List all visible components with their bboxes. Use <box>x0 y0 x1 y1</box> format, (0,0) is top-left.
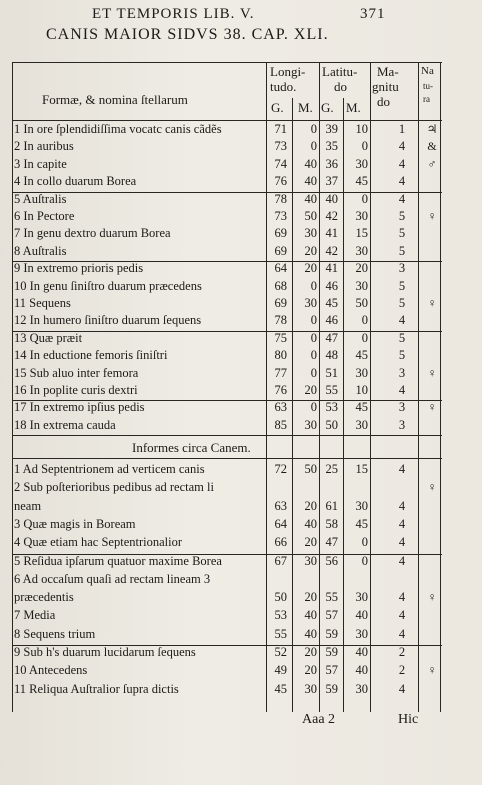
magnitude: 4 <box>398 608 406 623</box>
star-name: 3 In capite <box>14 156 67 171</box>
star-name: 11 Sequens <box>14 296 71 310</box>
star-name: 15 Sub aluo inter femora <box>14 365 139 380</box>
table-row <box>12 331 442 346</box>
page-number: 371 <box>360 6 386 22</box>
longitude-degrees: 66 <box>274 535 287 550</box>
catchword: Hic <box>398 712 419 727</box>
longitude-minutes: 20 <box>304 383 317 397</box>
formae-header: Formæ, & nomina ſtellarum <box>42 92 188 107</box>
latitude-degrees: 56 <box>325 553 338 568</box>
table-row <box>12 244 442 259</box>
star-name: 12 In humero ſiniſtro duarum ſequens <box>14 313 202 328</box>
table-row <box>12 226 442 241</box>
natura-header-3: ra <box>423 94 430 104</box>
latitude-degrees: 51 <box>325 365 338 380</box>
longitude-degrees: 78 <box>274 191 287 206</box>
longitude-degrees: 63 <box>274 498 287 513</box>
longitude-minutes: 20 <box>304 535 317 550</box>
latitude-minutes: 30 <box>355 278 368 293</box>
latitude-degrees: 53 <box>325 400 338 415</box>
longitude-degrees: 73 <box>274 139 287 154</box>
table-row <box>12 313 442 328</box>
magnitude: 5 <box>398 278 406 293</box>
longitude-degrees: 53 <box>274 608 287 623</box>
latitude-degrees: 59 <box>325 681 338 696</box>
table-row <box>12 572 442 587</box>
table-row <box>12 499 442 514</box>
magnitude: 5 <box>398 296 406 310</box>
longitude-degrees: 69 <box>274 296 287 310</box>
table-row <box>12 418 442 433</box>
star-name: 6 Ad occaſum quaſi ad rectam lineam 3 <box>14 571 211 586</box>
magnitude: 5 <box>398 330 406 345</box>
star-table <box>12 62 442 712</box>
latitude-minutes: 40 <box>355 663 368 678</box>
latitude-minutes: 30 <box>355 417 368 432</box>
latitude-degrees: 47 <box>325 535 338 550</box>
latitude-minutes: 45 <box>355 400 368 415</box>
section-rule <box>12 435 442 436</box>
group-rule <box>12 645 442 646</box>
longitude-degrees: 49 <box>274 663 287 678</box>
latitude-minutes: 30 <box>355 590 368 605</box>
nature-symbol: ♀ <box>427 590 437 605</box>
latitude-minutes: 30 <box>355 365 368 380</box>
latitude-minutes: 15 <box>355 226 368 241</box>
longitude-minutes: 30 <box>304 681 317 696</box>
longitudo-header: Longi- <box>270 64 306 79</box>
latitude-degrees: 42 <box>325 243 338 258</box>
longitude-minutes: 40 <box>304 174 317 189</box>
latitude-degrees: 50 <box>325 417 338 432</box>
longitude-degrees: 55 <box>274 626 287 641</box>
magnitude: 2 <box>398 645 406 659</box>
nature-symbol: ♀ <box>427 365 437 380</box>
table-row <box>12 279 442 294</box>
magnitudo-header: Ma- <box>377 64 399 79</box>
latitude-minutes: 10 <box>355 383 368 397</box>
table-row <box>12 122 442 137</box>
star-name: 1 Ad Septentrionem ad verticem canis <box>14 462 205 476</box>
table-row <box>12 383 442 398</box>
latitude-degrees: 46 <box>325 313 338 328</box>
group-rule <box>12 554 442 555</box>
star-name: 5 Reſidua ipſarum quatuor maxime Borea <box>14 553 222 568</box>
longitude-degrees: 76 <box>274 383 287 397</box>
longitude-degrees: 73 <box>274 209 287 223</box>
table-row <box>12 608 442 623</box>
magnitude: 5 <box>398 209 406 223</box>
longitude-degrees: 69 <box>274 243 287 258</box>
nature-symbol: & <box>427 139 437 154</box>
latitude-minutes: 0 <box>361 535 368 550</box>
longitude-degrees: 80 <box>274 348 287 363</box>
longitude-degrees: 50 <box>274 590 287 605</box>
long-g-header: G. <box>271 100 284 115</box>
star-name: 17 In extremo ipſius pedis <box>14 400 145 415</box>
latitude-minutes: 30 <box>355 681 368 696</box>
longitude-degrees: 64 <box>274 261 287 276</box>
longitude-minutes: 40 <box>304 608 317 623</box>
longitude-degrees: 85 <box>274 417 287 432</box>
latitude-degrees: 45 <box>325 296 338 310</box>
longitude-minutes: 40 <box>304 516 317 531</box>
latitude-minutes: 0 <box>361 313 368 328</box>
longitude-minutes: 20 <box>304 590 317 605</box>
magnitude: 4 <box>398 156 406 171</box>
latitude-minutes: 30 <box>355 626 368 641</box>
table-row <box>12 157 442 172</box>
chapter-line: CANIS MAIOR SIDVS 38. CAP. XLI. <box>46 26 329 43</box>
magnitude: 4 <box>398 516 406 531</box>
table-row <box>12 174 442 189</box>
star-name: 7 Media <box>14 608 56 623</box>
longitude-degrees: 78 <box>274 313 287 328</box>
longitude-minutes: 0 <box>310 365 317 380</box>
longitude-degrees: 64 <box>274 516 287 531</box>
table-top-border <box>12 62 442 63</box>
star-name: præcedentis <box>14 590 74 605</box>
longitude-minutes: 20 <box>304 243 317 258</box>
signature-mark: Aaa 2 <box>302 712 336 727</box>
star-name: 9 In extremo prioris pedis <box>14 261 144 276</box>
nature-symbol: ♃ <box>426 122 438 136</box>
latitude-minutes: 30 <box>355 498 368 513</box>
magnitude: 5 <box>398 348 406 363</box>
section-rule <box>12 458 442 459</box>
magnitude: 4 <box>398 498 406 513</box>
magnitude: 3 <box>398 365 406 380</box>
star-name: 13 Quæ præit <box>14 330 83 345</box>
table-row <box>12 139 442 154</box>
latitude-degrees: 40 <box>325 191 338 206</box>
magnitude: 4 <box>398 191 406 206</box>
longitude-degrees: 77 <box>274 365 287 380</box>
group-rule <box>12 331 442 332</box>
magnitude: 4 <box>398 681 406 696</box>
longitude-degrees: 72 <box>274 462 287 476</box>
magnitude: 4 <box>398 462 406 476</box>
star-name: 6 In Pectore <box>14 209 75 223</box>
latitude-minutes: 30 <box>355 243 368 258</box>
longitude-minutes: 20 <box>304 663 317 678</box>
magnitude: 5 <box>398 243 406 258</box>
longitude-degrees: 76 <box>274 174 287 189</box>
nature-symbol: ♀ <box>427 209 437 223</box>
latitudo-header-2: do <box>334 79 347 94</box>
longitude-minutes: 0 <box>310 400 317 415</box>
star-name: 2 Sub poſterioribus pedibus ad rectam li <box>14 480 214 495</box>
longitude-minutes: 20 <box>304 261 317 276</box>
magnitude: 4 <box>398 313 406 328</box>
running-title <box>92 6 386 23</box>
group-rule <box>12 400 442 401</box>
star-name: 3 Quæ magis in Boream <box>14 516 136 531</box>
natura-header-2: tu- <box>423 81 433 91</box>
magnitude: 4 <box>398 535 406 550</box>
latitude-degrees: 55 <box>325 590 338 605</box>
table-row <box>12 296 442 311</box>
magnitude: 4 <box>398 553 406 568</box>
latitude-minutes: 0 <box>361 191 368 206</box>
longitude-degrees: 69 <box>274 226 287 241</box>
longitude-degrees: 67 <box>274 553 287 568</box>
lat-m-header: M. <box>346 100 361 115</box>
longitude-minutes: 50 <box>304 462 317 476</box>
table-row <box>12 261 442 276</box>
longitude-minutes: 20 <box>304 498 317 513</box>
longitude-minutes: 50 <box>304 209 317 223</box>
magnitude: 4 <box>398 626 406 641</box>
table-row <box>12 192 442 207</box>
latitude-minutes: 45 <box>355 348 368 363</box>
latitude-degrees: 41 <box>325 226 338 241</box>
table-row <box>12 590 442 605</box>
latitude-degrees: 42 <box>325 209 338 223</box>
latitude-degrees: 61 <box>325 498 338 513</box>
longitude-minutes: 30 <box>304 417 317 432</box>
latitude-minutes: 0 <box>361 553 368 568</box>
star-name: 2 In auribus <box>14 139 74 154</box>
group-rule <box>12 192 442 193</box>
lat-g-header: G. <box>321 100 334 115</box>
latitude-minutes: 45 <box>355 516 368 531</box>
table-row <box>12 366 442 381</box>
longitude-minutes: 40 <box>304 626 317 641</box>
latitude-minutes: 40 <box>355 608 368 623</box>
longitude-minutes: 0 <box>310 122 317 136</box>
longitude-minutes: 40 <box>304 191 317 206</box>
latitude-degrees: 57 <box>325 608 338 623</box>
nature-symbol: ♀ <box>427 296 437 310</box>
latitude-minutes: 45 <box>355 174 368 189</box>
nature-symbol: ♀ <box>427 663 437 678</box>
longitude-degrees: 52 <box>274 645 287 659</box>
latitude-degrees: 47 <box>325 330 338 345</box>
latitude-degrees: 46 <box>325 278 338 293</box>
longitude-degrees: 45 <box>274 681 287 696</box>
running-title-text: ET TEMPORIS LIB. V. <box>92 6 255 22</box>
table-row <box>12 348 442 363</box>
latitude-minutes: 40 <box>355 645 368 659</box>
longitude-degrees: 74 <box>274 156 287 171</box>
magnitude: 2 <box>398 663 406 678</box>
table-row <box>12 663 442 678</box>
magnitude: 3 <box>398 400 406 415</box>
magnitude: 4 <box>398 383 406 397</box>
longitude-minutes: 30 <box>304 226 317 241</box>
star-name: 8 Sequens trium <box>14 626 96 641</box>
latitude-minutes: 50 <box>355 296 368 310</box>
star-name: 10 Antecedens <box>14 663 88 678</box>
long-m-header: M. <box>298 100 313 115</box>
latitude-degrees: 59 <box>325 645 338 659</box>
table-row <box>12 517 442 532</box>
longitude-minutes: 0 <box>310 139 317 154</box>
table-row <box>12 209 442 224</box>
star-name: 10 In genu ſiniſtro duarum præcedens <box>14 278 202 293</box>
star-name: 4 In collo duarum Borea <box>14 174 137 189</box>
star-name: 4 Quæ etiam hac Septentrionalior <box>14 535 183 550</box>
group-rule <box>12 261 442 262</box>
magnitude: 1 <box>398 122 406 136</box>
latitude-degrees: 48 <box>325 348 338 363</box>
latitude-degrees: 35 <box>325 139 338 154</box>
latitude-degrees: 39 <box>325 122 338 136</box>
latitude-degrees: 59 <box>325 626 338 641</box>
latitude-degrees: 55 <box>325 383 338 397</box>
magnitudo-header-3: do <box>377 94 390 109</box>
header-rule <box>12 120 442 121</box>
latitude-minutes: 0 <box>361 139 368 154</box>
longitude-minutes: 0 <box>310 330 317 345</box>
nature-symbol: ♀ <box>427 480 437 495</box>
section-title: Informes circa Canem. <box>132 440 251 455</box>
star-name: 16 In poplite curis dextri <box>14 383 138 397</box>
star-name: 5 Auſtralis <box>14 191 67 206</box>
longitude-minutes: 30 <box>304 296 317 310</box>
longitude-minutes: 30 <box>304 553 317 568</box>
magnitudo-header-2: gnitu <box>372 79 399 94</box>
latitude-minutes: 30 <box>355 209 368 223</box>
table-row <box>12 554 442 569</box>
star-name: 1 In ore ſplendidiſſima vocatc canis cãdẽs <box>14 122 222 136</box>
longitude-degrees: 71 <box>274 122 287 136</box>
nature-symbol: ♂ <box>427 156 437 171</box>
table-row <box>12 627 442 642</box>
nature-symbol: ♀ <box>427 400 437 415</box>
magnitude: 3 <box>398 417 406 432</box>
star-name: neam <box>14 498 42 513</box>
table-row <box>12 645 442 660</box>
natura-header: Na <box>421 65 434 77</box>
latitude-minutes: 0 <box>361 330 368 345</box>
longitude-minutes: 0 <box>310 313 317 328</box>
star-name: 11 Reliqua Auſtralior ſupra dictis <box>14 681 179 696</box>
table-row <box>12 400 442 415</box>
magnitude: 4 <box>398 174 406 189</box>
star-name: 7 In genu dextro duarum Borea <box>14 226 171 241</box>
longitude-degrees: 63 <box>274 400 287 415</box>
latitude-degrees: 36 <box>325 156 338 171</box>
latitude-degrees: 37 <box>325 174 338 189</box>
longitude-degrees: 75 <box>274 330 287 345</box>
longitude-degrees: 68 <box>274 278 287 293</box>
magnitude: 4 <box>398 139 406 154</box>
longitude-minutes: 40 <box>304 156 317 171</box>
star-name: 8 Auſtralis <box>14 243 67 258</box>
latitude-minutes: 20 <box>355 261 368 276</box>
magnitude: 5 <box>398 226 406 241</box>
table-row <box>12 682 442 697</box>
longitude-minutes: 0 <box>310 278 317 293</box>
latitude-degrees: 25 <box>325 462 338 476</box>
star-name: 14 In eductione femoris ſiniſtri <box>14 348 168 363</box>
longitude-minutes: 0 <box>310 348 317 363</box>
latitude-degrees: 57 <box>325 663 338 678</box>
latitudo-header: Latitu- <box>322 64 358 79</box>
latitude-minutes: 30 <box>355 156 368 171</box>
star-name: 18 In extrema cauda <box>14 417 116 432</box>
magnitude: 4 <box>398 590 406 605</box>
latitude-minutes: 10 <box>355 122 368 136</box>
table-row <box>12 480 442 495</box>
latitude-degrees: 58 <box>325 516 338 531</box>
magnitude: 3 <box>398 261 406 276</box>
star-name: 9 Sub h's duarum lucidarum ſequens <box>14 645 196 659</box>
longitude-minutes: 20 <box>304 645 317 659</box>
longitudo-header-2: tudo. <box>270 79 297 94</box>
table-row <box>12 462 442 477</box>
table-row <box>12 535 442 550</box>
latitude-degrees: 41 <box>325 261 338 276</box>
latitude-minutes: 15 <box>355 462 368 476</box>
